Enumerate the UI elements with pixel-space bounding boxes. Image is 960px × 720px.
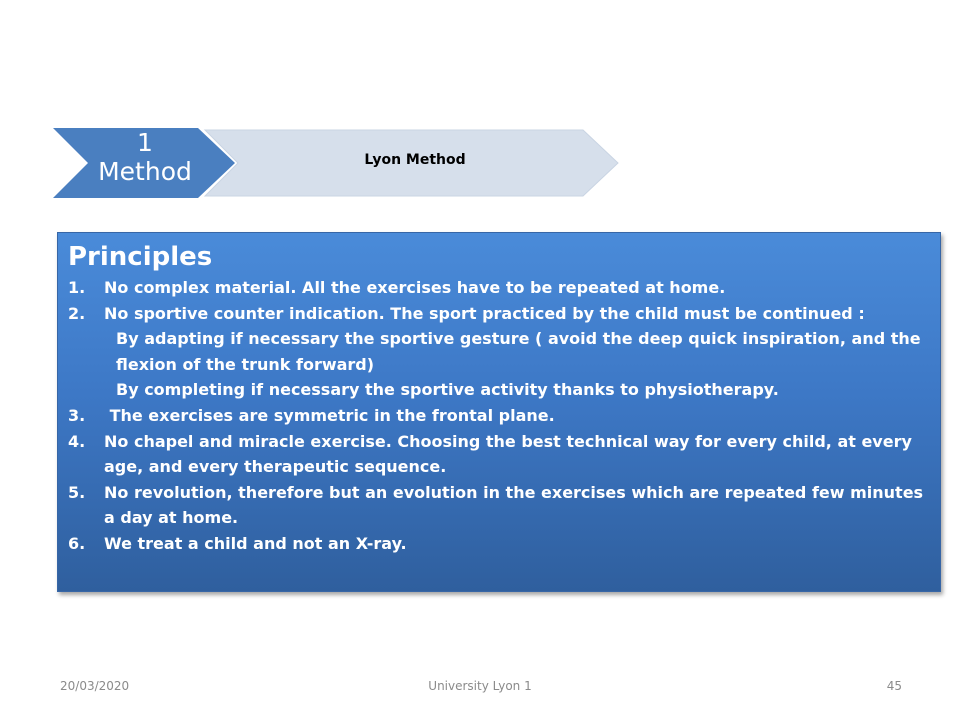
list-text: No revolution, therefore but an evolution in the exercises which are repeated few minutes a day at home. — [104, 482, 924, 528]
list-text: No sportive counter indication. The sport practiced by the child must be continued : — [104, 303, 865, 323]
sub-item: By completing if necessary the sportive activity thanks to physiotherapy. — [116, 380, 779, 400]
list-text: We treat a child and not an X-ray. — [104, 533, 407, 553]
list-text: The exercises are symmetric in the frontal plane. — [104, 405, 555, 425]
list-item — [68, 275, 930, 301]
process-chevrons — [0, 0, 960, 220]
list-number: 1. — [68, 278, 86, 297]
principles-box — [57, 232, 941, 592]
list-number: 3. — [68, 405, 86, 425]
footer-institution: University Lyon 1 — [428, 679, 532, 693]
list-text: No complex material. All the exercises have to be repeated at home. — [104, 278, 726, 297]
list-number: 5. — [68, 482, 86, 502]
section-title: Lyon Method — [364, 152, 466, 168]
principles-heading: Principles — [68, 242, 213, 272]
sub-item: By adapting if necessary the sportive gesture ( avoid the deep quick inspiration, and the flexion of the trunk forward) — [116, 329, 921, 374]
chevron-number: 1 — [137, 128, 153, 157]
slide-number: 45 — [886, 679, 902, 693]
list-item — [68, 301, 930, 327]
list-number: 6. — [68, 533, 86, 553]
list-text: No chapel and miracle exercise. Choosing the best technical way for every child, at every age, and every therapeutic sequence. — [104, 431, 912, 477]
principles-list — [68, 275, 930, 557]
list-item — [68, 480, 930, 531]
chevron-label: Method — [98, 157, 192, 186]
list-item — [68, 403, 930, 429]
list-item — [68, 531, 930, 557]
list-item — [68, 429, 930, 480]
chevron-step-label — [70, 128, 220, 186]
list-number: 4. — [68, 431, 86, 451]
footer-date: 20/03/2020 — [60, 679, 130, 693]
list-number: 2. — [68, 303, 86, 323]
